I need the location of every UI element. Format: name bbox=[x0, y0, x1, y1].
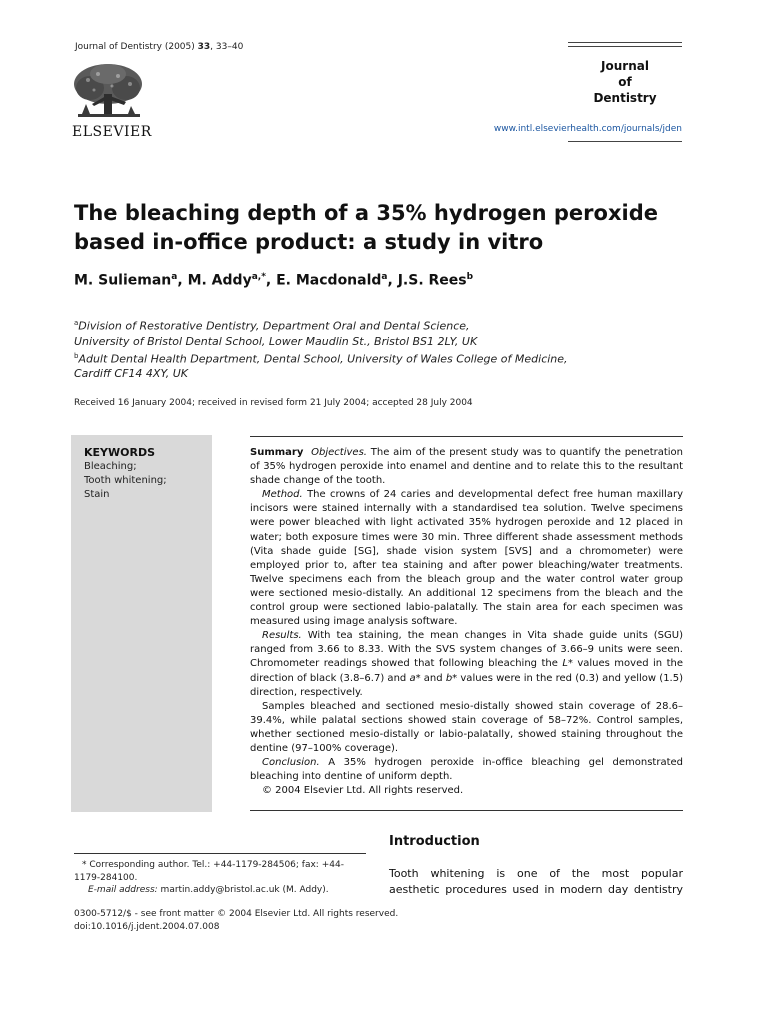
affiliation-a-line2: University of Bristol Dental School, Lower Maudlin St., Bristol BS1 2LY, UK bbox=[74, 334, 478, 348]
footnote-email bbox=[74, 884, 366, 897]
journal-ref-prefix: Journal of Dentistry (2005) bbox=[75, 42, 195, 52]
journal-name bbox=[568, 58, 682, 106]
keywords-heading: KEYWORDS bbox=[84, 446, 156, 459]
results-a-star: a* bbox=[409, 672, 421, 684]
conclusion-text: A 35% hydrogen peroxide in-office bleaching gel demonstrated bleaching into dentine of uniform depth. bbox=[250, 757, 683, 783]
results-text: With tea staining, the mean changes in Vita shade guide units (SGU) ranged from 3.66 to 8.33. With the SVS system changes of 3.66–9 units were seen. Chromometer readings showed that following bleaching the bbox=[250, 630, 683, 670]
affiliation-mark: b bbox=[74, 351, 79, 360]
author-name: M. Addy bbox=[187, 272, 252, 289]
affiliations bbox=[74, 316, 568, 381]
author-list: M. Sulieman$^a$, M. Addy$^{a,*}$, E. Macdonald$^a$, J.S. Rees$^b$ bbox=[74, 272, 474, 289]
results-text: values moved in the direction of black (3.8–6.7) and bbox=[250, 658, 684, 684]
abstract bbox=[250, 446, 683, 798]
keyword-item: Bleaching; bbox=[84, 461, 137, 472]
footnote-line: * Corresponding author. Tel.: +44-1179-284506; fax: +44- bbox=[82, 860, 344, 870]
conclusion-label: Conclusion. bbox=[262, 757, 320, 769]
journal-url-link[interactable]: www.intl.elsevierhealth.com/journals/jden bbox=[493, 124, 682, 134]
article-title bbox=[74, 199, 694, 257]
abstract-samples: Samples bleached and sectioned mesio-distally showed stain coverage of 28.6–39.4%, while palatal sections showed stain coverage of 58–72%. Control samples, whether sectioned mesio-distally or labio-palatally, showed staining throughout the dentine (97–100% coverage). bbox=[250, 700, 683, 754]
method-text: The crowns of 24 caries and developmental defect free human maxillary incisors were stained internally with a standardised tea solution. Twelve specimens were power bleached with light activated 35% hydrogen peroxide and 12 placed in water; both exposure times were 30 min. Three different shade assessment methods (Vita shade guide [SG], shade vision system [SVS] and a chromometer) were employed prior to, after tea staining and after power bleaching/water treatments. Twelve specimens each from the bleach group and the water control water group were sectioned mesio-distally. An additional 12 specimens from the bleach and the control group were sectioned labio-palatally. The stain area for each specimen was measured using image analysis software. bbox=[250, 489, 683, 628]
email-label: E-mail address: bbox=[88, 885, 158, 895]
author-name: M. Sulieman bbox=[74, 272, 172, 289]
affiliation-b bbox=[74, 349, 568, 367]
keywords-list bbox=[84, 460, 167, 502]
abstract-bottom-rule bbox=[250, 810, 683, 811]
method-label: Method. bbox=[262, 489, 303, 501]
introduction-heading: Introduction bbox=[389, 834, 480, 849]
publisher-wordmark: ELSEVIER bbox=[72, 124, 152, 140]
introduction-line: aesthetic procedures used in modern day dentistry bbox=[389, 883, 683, 896]
corresponding-author-footnote bbox=[74, 859, 366, 897]
abstract-method bbox=[250, 488, 683, 629]
abstract-conclusion bbox=[250, 756, 683, 784]
introduction-text bbox=[389, 866, 683, 898]
footnote-rule bbox=[74, 853, 366, 854]
email-address: martin.addy@bristol.ac.uk (M. Addy). bbox=[160, 885, 329, 895]
journal-name-line2: of bbox=[618, 75, 632, 89]
affiliation-b-line1: Adult Dental Health Department, Dental School, University of Wales College of Medicine, bbox=[78, 352, 568, 366]
results-text: values were in the red (0.3) and yellow (1.5) direction, respectively. bbox=[250, 672, 684, 698]
affiliation-mark: a bbox=[74, 319, 79, 327]
affiliation-b-line2: Cardiff CF14 4XY, UK bbox=[74, 367, 189, 381]
author-affil-mark: a bbox=[171, 272, 178, 282]
received-dates: Received 16 January 2004; received in revised form 21 July 2004; accepted 28 July 2004 bbox=[74, 398, 473, 408]
journal-name-line3: Dentistry bbox=[593, 91, 657, 105]
objectives-text: The aim of the present study was to quantify the penetration of 35% hydrogen peroxide into enamel and dentine and to relate this to the resultant shade change of the tooth. bbox=[250, 447, 684, 487]
results-label: Results. bbox=[262, 630, 302, 642]
journal-url-rule bbox=[568, 141, 682, 142]
author-affil-mark: a bbox=[381, 272, 388, 282]
abstract-results bbox=[250, 629, 683, 699]
abstract-top-rule bbox=[250, 436, 683, 437]
journal-name-box bbox=[568, 42, 682, 112]
article-title-line1: The bleaching depth of a 35% hydrogen peroxide bbox=[74, 201, 658, 225]
results-text: and bbox=[420, 672, 446, 684]
journal-name-line1: Journal bbox=[601, 59, 649, 73]
affiliation-a bbox=[74, 316, 568, 334]
results-l-star: L* bbox=[562, 658, 573, 670]
introduction-line: Tooth whitening is one of the most popular bbox=[389, 867, 683, 880]
author-affil-mark: a,* bbox=[251, 272, 266, 282]
abstract-objectives bbox=[250, 446, 683, 488]
affiliation-a-line1: Division of Restorative Dentistry, Department Oral and Dental Science, bbox=[78, 319, 470, 333]
summary-label: Summary bbox=[250, 447, 304, 458]
keyword-item: Stain bbox=[84, 489, 110, 500]
keyword-item: Tooth whitening; bbox=[84, 475, 167, 486]
author-name: J.S. Rees bbox=[397, 272, 467, 289]
issn-line: 0300-5712/$ - see front matter © 2004 Elsevier Ltd. All rights reserved. bbox=[74, 909, 399, 919]
results-b-star: b* bbox=[445, 672, 458, 684]
article-title-line2: based in-office product: a study in vitro bbox=[74, 230, 544, 254]
journal-citation bbox=[75, 42, 243, 52]
footnote-line: 1179-284100. bbox=[74, 872, 138, 883]
front-matter-notes bbox=[74, 908, 398, 934]
author-affil-mark: b bbox=[466, 272, 474, 282]
journal-ref-pages: , 33–40 bbox=[210, 42, 244, 52]
journal-name-rule bbox=[568, 42, 682, 47]
objectives-label: Objectives. bbox=[311, 447, 367, 458]
doi-line: doi:10.1016/j.jdent.2004.07.008 bbox=[74, 922, 220, 932]
journal-ref-volume: 33 bbox=[197, 42, 211, 52]
abstract-copyright: © 2004 Elsevier Ltd. All rights reserved. bbox=[262, 785, 464, 797]
author-name: E. Macdonald bbox=[276, 272, 382, 289]
